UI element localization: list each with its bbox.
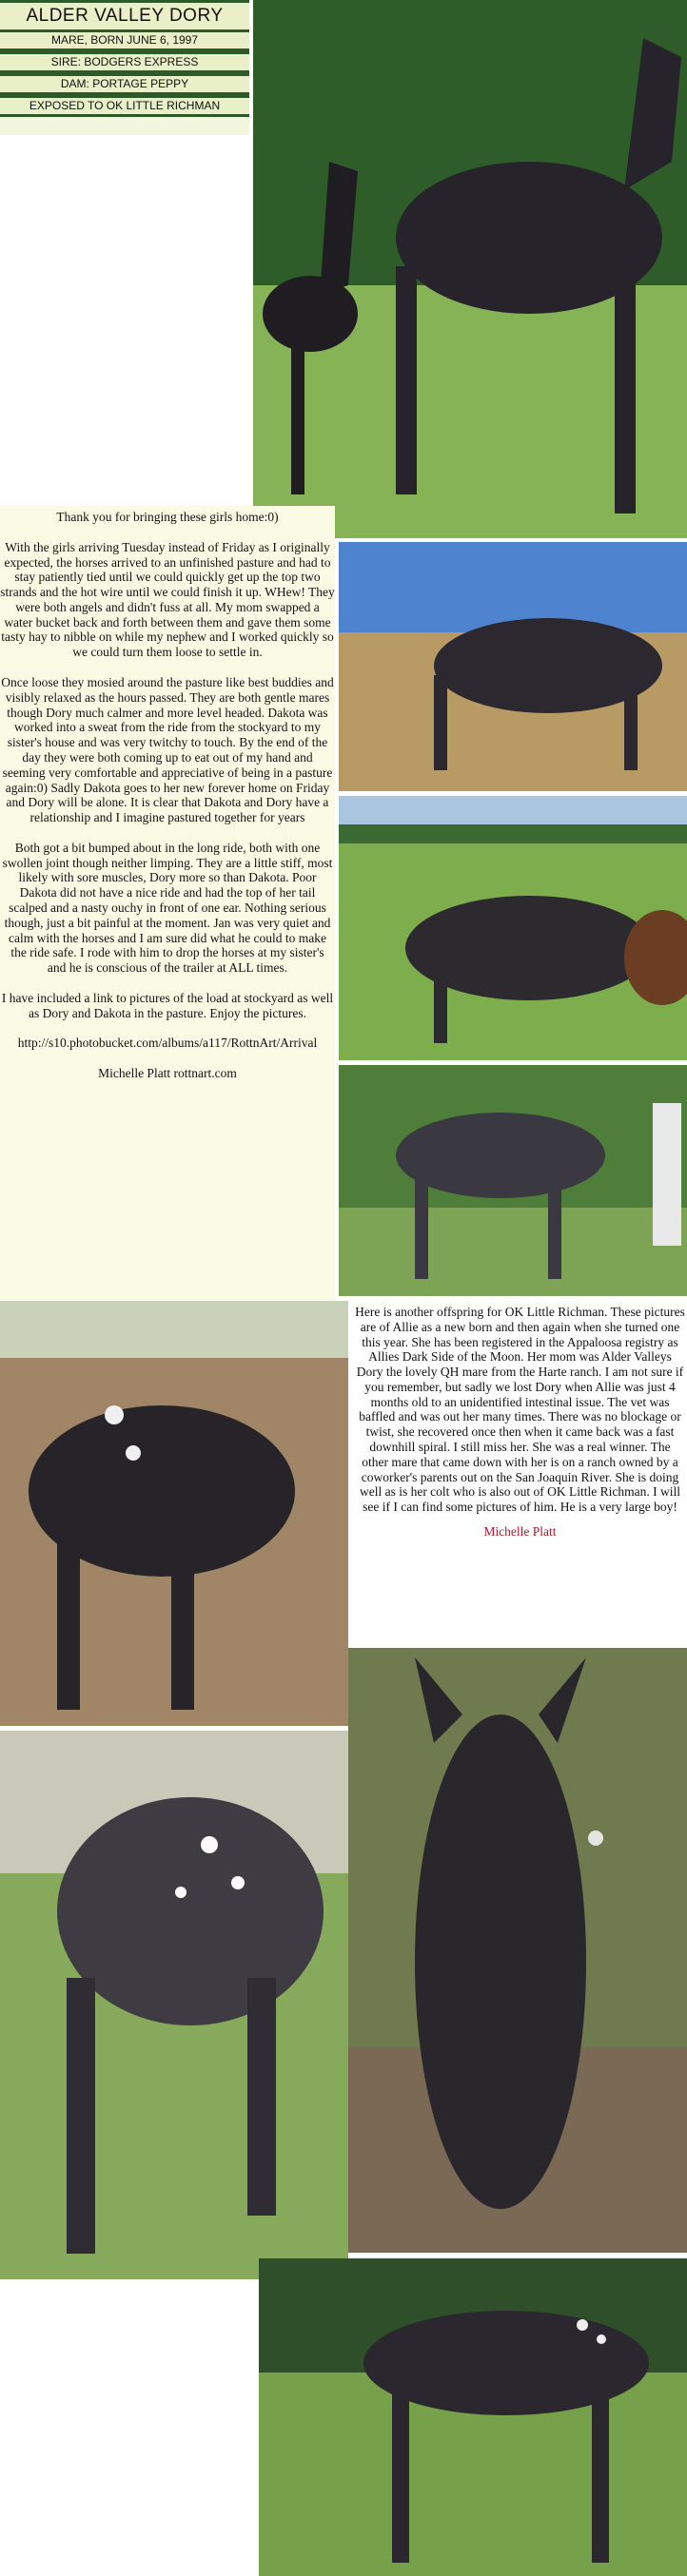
offspring-note-signature: Michelle Platt <box>483 1523 557 1539</box>
offspring-note-text: Here is another offspring for OK Little Richman. These pictures are of Allie as a new born and then again when she turned one this year. She has been registered in the Appaloosa registry as Allies Dark Side of the Moon. Her mom was Alder Valleys Dory the lovely QH mare from the Harte ranch. I am not sure if you remember, but sadly we lost Dory when Allie was just 4 months old to an unidentified intestinal issue. The vet was baffled and was out her many times. There was no blockage or twist, she recovered once then when it came back was a fast downhill spiral. I still miss her. She was a real winner. The other mare that came down with her is on a ranch owned by a coworker's parents out on the San Joaquin River. She is doing well as is her colt who is also out of OK Little Richman. I will see if I can find some pictures of him. He is a very large boy! <box>355 1305 685 1515</box>
photo-mare-in-pasture <box>339 542 687 791</box>
photo-mare-with-handler <box>339 1065 687 1296</box>
photo-allie-yearling-rear <box>0 1731 348 2279</box>
photo-horses-grazing <box>339 796 687 1060</box>
offspring-note <box>353 1301 687 1643</box>
letter-signature: Michelle Platt rottnart.com <box>98 1066 237 1081</box>
photo-allie-newborn-1 <box>0 1301 348 1726</box>
letter-paragraph: Once loose they mosied around the pasture like best buddies and visibly relaxed as the hours passed. They are both gentle mares though Dory much calmer and more level headed. Dakota was worked into a sweat from the ride from the stockyard to my sister's house and was very twitchy to touch. By the end of the day they were both coming up to eat out of my hand and seeming very comfortable and appreciative of being in a pasture again:0) Sadly Dakota goes to her new forever home on Friday and Dory will be alone. It is clear that Dakota and Dory have a relationship and I imagine pastured together for years <box>1 675 334 825</box>
letter-paragraph: Both got a bit bumped about in the long ride, both with one swollen joint though neither limping. They are a little stiff, most likely with sore muscles, Dory more so than Dakota. Poor Dakota did not have a nice ride and had the top of her tail scalped and a nasty ouchy in front of one ear. Nothing serious though, just a bit painful at the moment. Jan was very quiet and calm with the horses and I am sure did what he could to make the ride safe. I rode with him to drop the horses at my sister's and he is conscious of the trailer at ALL times. <box>2 840 333 976</box>
photobucket-link[interactable]: http://s10.photobucket.com/albums/a117/RottnArt/Arrival <box>17 1036 318 1051</box>
letter-paragraph: With the girls arriving Tuesday instead of Friday as I originally expected, the horses arrived to an unfinished pasture and had to stay patiently tied until we could quickly get up the top two strands and the hot wire until we could finish it up. WHew! They were both angels and didn't fuss at all. My mom swapped a water bucket back and forth between them and gave them some tasty hay to nibble on while my nephew and I worked quickly so we could turn them loose to settle in. <box>0 539 335 660</box>
pedigree-line-sire: SIRE: BODGERS EXPRESS <box>0 51 249 73</box>
letter-greeting: Thank you for bringing these girls home:0) <box>56 510 279 524</box>
pedigree-line-dam: DAM: PORTAGE PEPPY <box>0 73 249 95</box>
arrival-letter <box>0 506 335 1300</box>
pedigree-line-exposed: EXPOSED TO OK LITTLE RICHMAN <box>0 95 249 117</box>
pedigree-plaque <box>0 0 249 135</box>
pedigree-line-birth: MARE, BORN JUNE 6, 1997 <box>0 29 249 51</box>
photo-allie-yearling-face <box>348 1648 687 2253</box>
photo-mare-and-foal <box>253 0 687 538</box>
horse-name-title: ALDER VALLEY DORY <box>0 0 249 32</box>
letter-paragraph: I have included a link to pictures of the load at stockyard as well as Dory and Dakota in the pasture. Enjoy the pictures. <box>1 990 334 1020</box>
photo-allie-yearling-side <box>259 2258 687 2576</box>
